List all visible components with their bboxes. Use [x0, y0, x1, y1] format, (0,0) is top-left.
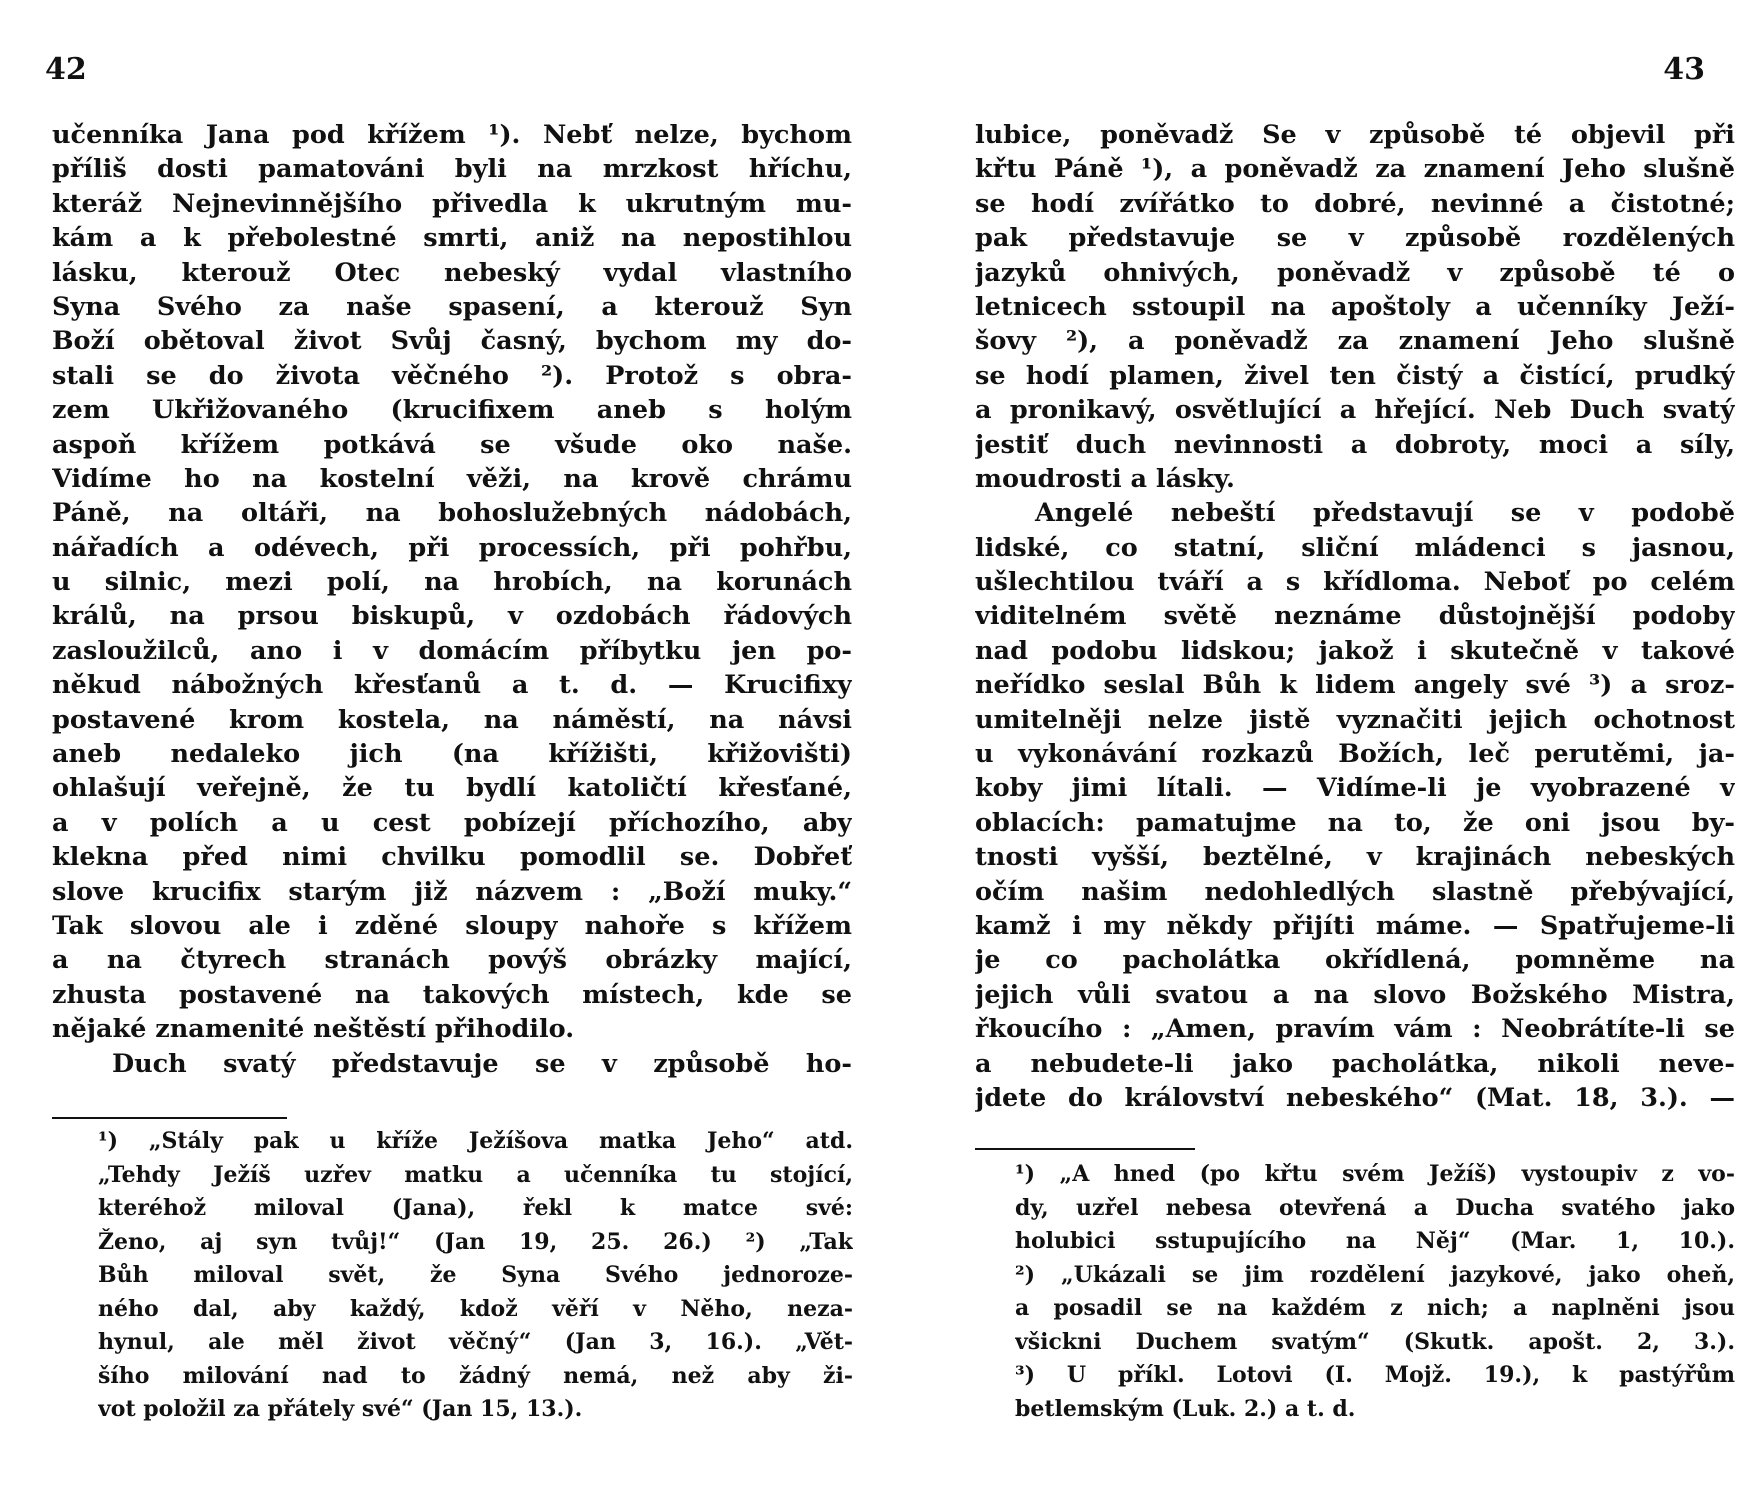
text-line: aspoň křížem potkává se všude oko naše. — [52, 429, 852, 460]
text-line: oblacích: pamatujme na to, že oni jsou by- — [975, 807, 1735, 838]
text-line: křtu Páně ¹), a poněvadž za znamení Jeho slušně — [975, 154, 1735, 185]
main-text — [975, 118, 1735, 1115]
text-line: koby jimi lítali. — Vidíme-li je vyobrazené v — [975, 773, 1735, 804]
text-line: Boží obětoval život Svůj časný, bychom my do- — [52, 326, 852, 357]
footnote-line: vot položil za přátely své“ (Jan 15, 13.). — [98, 1396, 583, 1422]
footnote-divider — [975, 1148, 1195, 1150]
text-line: nějaké znamenité neštěstí přihodilo. — [52, 1014, 575, 1045]
text-line: Angelé nebeští představují se v podobě — [1035, 498, 1735, 529]
text-line: viditelném světě neznáme důstojnější podoby — [975, 601, 1735, 632]
text-line: pak představuje se v způsobě rozdělených — [975, 223, 1735, 254]
text-line: řkoucího : „Amen, pravím vám : Neobrátíte-li se — [975, 1014, 1735, 1045]
text-line: slove krucifix starým již názvem : „Boží muky.“ — [52, 876, 852, 907]
text-line: kamž i my někdy přijíti máme. — Spatřujeme-li — [975, 910, 1735, 941]
text-line: ohlašují veřejně, že tu bydlí katoličtí křesťané, — [52, 773, 852, 804]
footnote-line: hynul, ale měl život věčný“ (Jan 3, 16.). „Vět- — [98, 1329, 853, 1355]
text-line: očím našim nedohledlých slastně přebývající, — [975, 876, 1735, 907]
text-line: lásku, kterouž Otec nebeský vydal vlastního — [52, 257, 852, 288]
text-line: moudrosti a lásky. — [975, 463, 1235, 494]
footnote-line: Bůh miloval svět, že Syna Svého jednoroze- — [98, 1262, 853, 1288]
footnote-line: „Tehdy Ježíš uzřev matku a učenníka tu stojící, — [98, 1161, 853, 1188]
footnote-line: ného dal, aby každý, kdož věří v Něho, neza- — [98, 1295, 853, 1322]
text-line: zhusta postavené na takových místech, kde se — [52, 979, 852, 1010]
text-line: jejich vůli svatou a na slovo Božského Mistra, — [975, 979, 1735, 1010]
text-line: učenníka Jana pod křížem ¹). Nebť nelze, bychom — [52, 120, 852, 150]
text-line: a v polích a u cest pobízejí příchozího, aby — [52, 807, 852, 838]
text-line: Syna Svého za naše spasení, a kterouž Syn — [52, 291, 852, 322]
footnotes — [1015, 1158, 1735, 1426]
text-line: příliš dosti pamatováni byli na mrzkost hříchu, — [52, 154, 852, 185]
text-line: se hodí zvířátko to dobré, nevinné a čistotné; — [975, 188, 1735, 219]
footnote-line: ¹) „A hned (po křtu svém Ježíš) vystoupiv z vo- — [1015, 1161, 1735, 1187]
text-line: zasloužilců, ano i v domácím příbytku jen po- — [52, 635, 852, 666]
text-line: Páně, na oltáři, na bohoslužebných nádobách, — [52, 498, 852, 529]
footnote-line: ²) „Ukázali se jim rozdělení jazykové, jako oheň, — [1015, 1261, 1735, 1288]
text-line: lidské, co statní, sliční mládenci s jasnou, — [975, 532, 1735, 563]
text-line: nad podobu lidskou; jakož i skutečně v takové — [975, 635, 1735, 666]
footnote-line: betlemským (Luk. 2.) a t. d. — [1015, 1395, 1356, 1422]
footnote-line: Ženo, aj syn tvůj!“ (Jan 19, 25. 26.) ²) „Tak — [98, 1228, 853, 1255]
text-line: umitelněji nelze jistě vyznačiti jejich ochotnost — [975, 704, 1735, 735]
text-line: králů, na prsou biskupů, v ozdobách řádových — [52, 601, 852, 632]
footnote-line: šího milování nad to žádný nemá, než aby ži- — [98, 1362, 853, 1389]
footnote-line: ¹) „Stály pak u kříže Ježíšova matka Jeho“ atd. — [98, 1128, 853, 1154]
text-line: stali se do života věčného ²). Protož s obra- — [52, 360, 852, 391]
text-line: neřídko seslal Bůh k lidem angely své ³) a sroz- — [975, 670, 1735, 701]
text-line: kteráž Nejnevinnějšího přivedla k ukrutným mu- — [52, 188, 852, 219]
footnote-line: kteréhož miloval (Jana), řekl k matce své: — [98, 1195, 853, 1221]
text-line: jestiť duch nevinnosti a dobroty, moci a síly, — [975, 429, 1735, 460]
footnote-line: a posadil se na každém z nich; a naplněni jsou — [1015, 1295, 1735, 1321]
page-number: 42 — [45, 52, 87, 87]
text-line: Vidíme ho na kostelní věži, na krově chrámu — [52, 463, 852, 494]
text-line: a na čtyrech stranách povýš obrázky mající, — [52, 945, 852, 976]
footnote-line: ³) U příkl. Lotovi (I. Mojž. 19.), k pastýřům — [1015, 1362, 1735, 1388]
footnote-divider — [52, 1117, 287, 1119]
text-line: jdete do království nebeského“ (Mat. 18, 3.). — — [975, 1082, 1735, 1113]
footnote-line: dy, uzřel nebesa otevřená a Ducha svatého jako — [1015, 1194, 1735, 1221]
text-line: kám a k přebolestné smrti, aniž na nepostihlou — [52, 223, 852, 254]
text-line: letnicech sstoupil na apoštoly a učenníky Ježí- — [975, 291, 1735, 322]
text-line: u vykonávání rozkazů Božích, leč perutěmi, ja- — [975, 739, 1735, 770]
footnote-line: holubici sstupujícího na Něj“ (Mar. 1, 10.). — [1015, 1228, 1735, 1254]
page-number: 43 — [1663, 52, 1705, 87]
text-line: a nebudete-li jako pacholátka, nikoli neve- — [975, 1048, 1735, 1079]
text-line: u silnic, mezi polí, na hrobích, na korunách — [52, 567, 852, 598]
text-line: jazyků ohnivých, poněvadž v způsobě té o — [975, 257, 1735, 288]
text-line: postavené krom kostela, na náměstí, na návsi — [52, 704, 852, 735]
text-line: tnosti vyšší, beztělné, v krajinách nebeských — [975, 842, 1735, 873]
text-line: ušlechtilou tváří a s křídloma. Neboť po celém — [975, 567, 1735, 598]
text-line: zem Ukřižovaného (krucifixem aneb s holým — [52, 395, 852, 426]
text-line: a pronikavý, osvětlující a hřející. Neb Duch svatý — [975, 395, 1735, 426]
footnote-line: všickni Duchem svatým“ (Skutk. apošt. 2, 3.). — [1015, 1328, 1735, 1355]
main-text — [52, 118, 852, 1081]
text-line: někud nábožných křesťanů a t. d. — Krucifixy — [52, 670, 852, 701]
right-page — [875, 0, 1750, 1500]
text-line: aneb nedaleko jich (na křížišti, křižovišti) — [52, 739, 852, 770]
text-line: nářadích a odévech, při processích, při pohřbu, — [52, 532, 852, 563]
text-line: Duch svatý představuje se v způsobě ho- — [112, 1048, 852, 1079]
footnotes — [98, 1125, 853, 1427]
text-line: lubice, poněvadž Se v způsobě té objevil při — [975, 120, 1735, 150]
text-line: je co pacholátka okřídlená, pomněme na — [975, 945, 1735, 976]
text-line: šovy ²), a poněvadž za znamení Jeho slušně — [975, 326, 1735, 357]
text-line: klekna před nimi chvilku pomodlil se. Dobřeť — [52, 842, 852, 873]
text-line: Tak slovou ale i zděné sloupy nahoře s křížem — [52, 910, 852, 941]
text-line: se hodí plamen, živel ten čistý a čistící, prudký — [975, 360, 1735, 391]
